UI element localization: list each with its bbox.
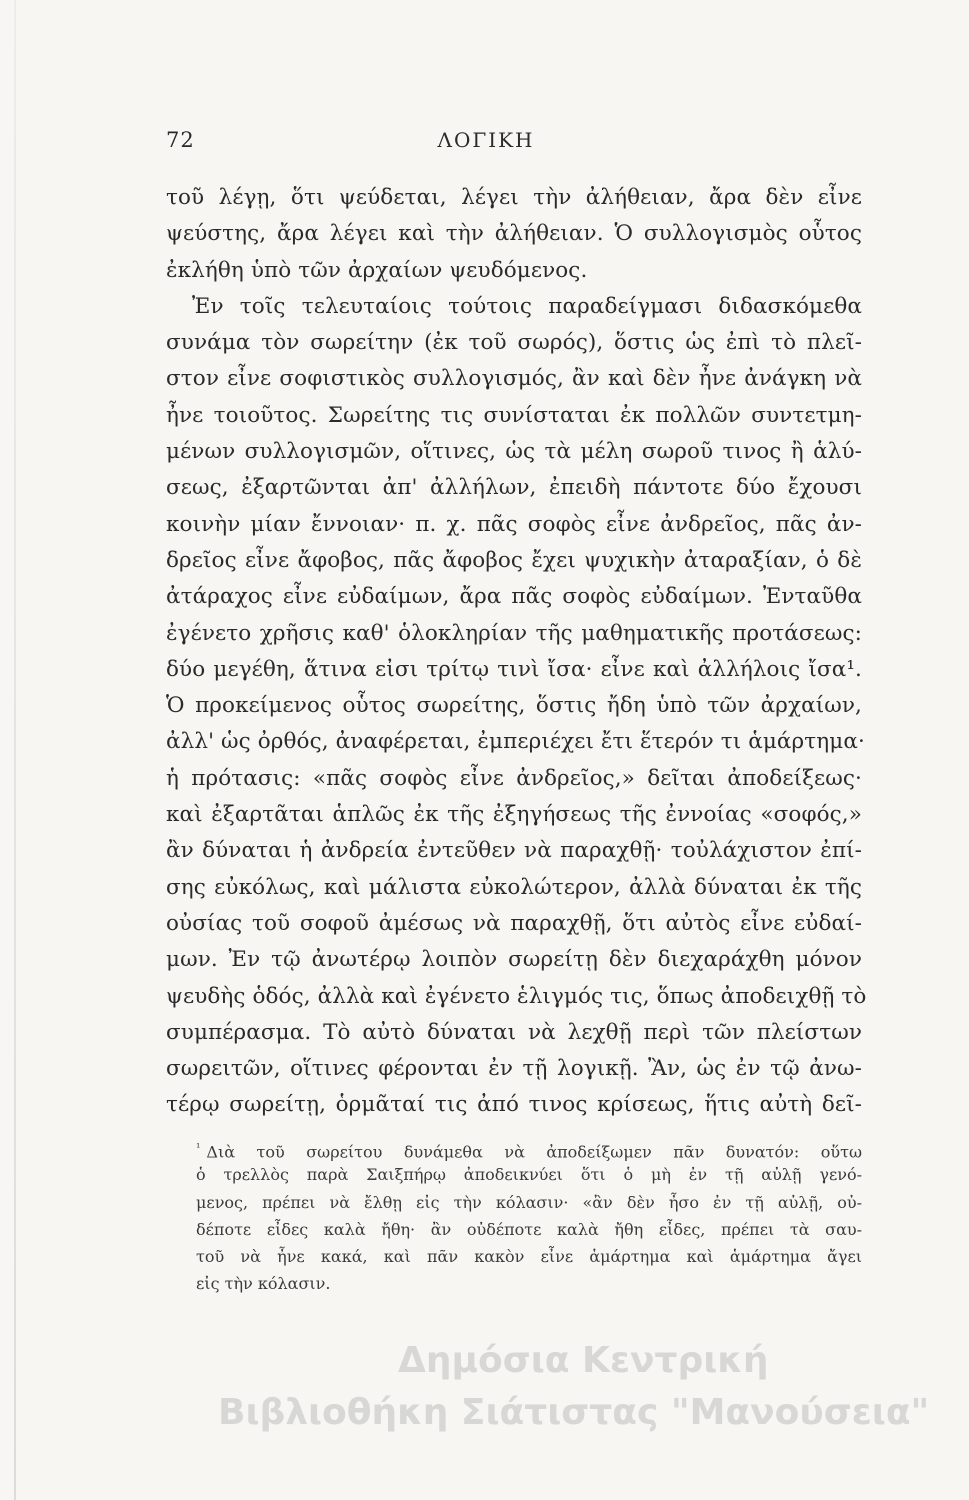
text-line: καὶ ἐξαρτᾶται ἁπλῶς ἐκ τῆς ἐξηγήσεως τῆς ἐννοίας «σοφός,»: [166, 802, 862, 828]
main-text: [166, 180, 867, 1124]
footnote-line: δέποτε εἶδες καλὰ ἤθη· ἂν οὐδέποτε καλὰ ἤθη εἶδες, πρέπει τὰ σαυ-: [196, 1219, 862, 1239]
text-line: ἀλλ' ὡς ὀρθός, ἀναφέρεται, ἐμπεριέχει ἔτι ἕτερόν τι ἁμάρτημα·: [166, 729, 865, 755]
text-line: στον εἶνε σοφιστικὸς συλλογισμός, ἂν καὶ δὲν ἦνε ἀνάγκη νὰ: [166, 366, 862, 392]
footnote-line-text: Διὰ τοῦ σωρείτου δυνάμεθα νὰ ἀποδείξωμεν πᾶν δυνατόν: οὕτω: [206, 1142, 862, 1162]
watermark-line-2: Βιβλιοθήκη Σιάτιστας "Μανούσεια": [218, 1392, 930, 1433]
text-line: ἂν δύναται ἡ ἀνδρεία ἐντεῦθεν νὰ παραχθῇ· τοὐλάχιστον ἐπί-: [166, 838, 862, 864]
text-line: δύο μεγέθη, ἅτινα εἰσι τρίτῳ τινὶ ἴσα· εἶνε καὶ ἀλλήλοις ἴσα¹.: [166, 656, 862, 682]
footnote-line: ὁ τρελλὸς παρὰ Σαιξπήρῳ ἀποδεικνύει ὅτι ὁ μὴ ἐν τῇ αὐλῇ γενό-: [196, 1165, 862, 1185]
page-edge-rule: [14, 0, 16, 1500]
text-line: ἐκλήθη ὑπὸ τῶν ἀρχαίων ψευδόμενος.: [166, 257, 588, 283]
footnote-line: [196, 1134, 862, 1161]
text-line: συμπέρασμα. Τὸ αὐτὸ δύναται νὰ λεχθῇ περὶ τῶν πλείστων: [166, 1019, 862, 1045]
running-title: ΛΟΓΙΚΗ: [437, 128, 535, 152]
footnote-line: εἰς τὴν κόλασιν.: [196, 1274, 331, 1294]
footnote: [196, 1134, 862, 1298]
text-line: σεως, ἐξαρτῶνται ἀπ' ἀλλήλων, ἐπειδὴ πάντοτε δύο ἔχουσι: [166, 475, 862, 501]
page-header: [166, 128, 806, 158]
footnote-marker: ¹: [196, 1141, 201, 1154]
text-line: ψεύστης, ἄρα λέγει καὶ τὴν ἀλήθειαν. Ὁ συλλογισμὸς οὗτος: [166, 221, 862, 247]
text-line: ἀτάραχος εἶνε εὐδαίμων, ἄρα πᾶς σοφὸς εὐδαίμων. Ἐνταῦθα: [166, 584, 862, 610]
text-line: Ἐν τοῖς τελευταίοις τούτοις παραδείγμασι διδασκόμεθα: [192, 293, 862, 319]
text-line: μένων συλλογισμῶν, οἵτινες, ὡς τὰ μέλη σωροῦ τινος ἢ ἁλύ-: [166, 439, 862, 465]
text-line: σης εὐκόλως, καὶ μάλιστα εὐκολώτερον, ἀλλὰ δύναται ἐκ τῆς: [166, 874, 862, 900]
text-line: τοῦ λέγῃ, ὅτι ψεύδεται, λέγει τὴν ἀλήθειαν, ἄρα δὲν εἶνε: [166, 185, 862, 210]
footnote-line: τοῦ νὰ ἦνε κακά, καὶ πᾶν κακὸν εἶνε ἁμάρτημα καὶ ἁμάρτημα ἄγει: [196, 1247, 862, 1267]
page-number: 72: [166, 128, 195, 152]
text-line: ἡ πρότασις: «πᾶς σοφὸς εἶνε ἀνδρεῖος,» δεῖται ἀποδείξεως·: [166, 765, 862, 791]
text-line: ψευδὴς ὁδός, ἀλλὰ καὶ ἐγένετο ἑλιγμός τις, ὅπως ἀποδειχθῇ τὸ: [166, 983, 867, 1009]
text-line: ἦνε τοιοῦτος. Σωρείτης τις συνίσταται ἐκ πολλῶν συντετμη-: [166, 402, 862, 428]
text-line: Ὁ προκείμενος οὗτος σωρείτης, ὅστις ἤδη ὑπὸ τῶν ἀρχαίων,: [166, 693, 862, 719]
footnote-line: μενος, πρέπει νὰ ἔλθῃ εἰς τὴν κόλασιν· «ἂν δὲν ἦσο ἐν τῇ αὐλῇ, οὐ-: [196, 1192, 862, 1212]
text-line: κοινὴν μίαν ἔννοιαν· π. χ. πᾶς σοφὸς εἶνε ἀνδρεῖος, πᾶς ἀν-: [166, 511, 862, 537]
text-line: συνάμα τὸν σωρείτην (ἐκ τοῦ σωρός), ὅστις ὡς ἐπὶ τὸ πλεῖ-: [166, 330, 862, 356]
watermark-line-1: Δημόσια Κεντρική: [398, 1340, 769, 1381]
text-line: ἐγένετο χρῆσις καθ' ὁλοκληρίαν τῆς μαθηματικῆς προτάσεως:: [166, 620, 862, 646]
text-line: τέρῳ σωρείτῃ, ὁρμᾶταί τις ἀπό τινος κρίσεως, ἥτις αὐτὴ δεῖ-: [166, 1092, 862, 1118]
text-line: δρεῖος εἶνε ἄφοβος, πᾶς ἄφοβος ἔχει ψυχικὴν ἀταραξίαν, ὁ δὲ: [166, 547, 862, 573]
text-line: σωρειτῶν, οἵτινες φέρονται ἐν τῇ λογικῇ. Ἂν, ὡς ἐν τῷ ἀνω-: [166, 1056, 862, 1082]
text-line: οὐσίας τοῦ σοφοῦ ἀμέσως νὰ παραχθῇ, ὅτι αὐτὸς εἶνε εὐδαί-: [166, 910, 862, 936]
text-line: μων. Ἐν τῷ ἀνωτέρῳ λοιπὸν σωρείτῃ δὲν διεχαράχθη μόνον: [166, 947, 862, 973]
